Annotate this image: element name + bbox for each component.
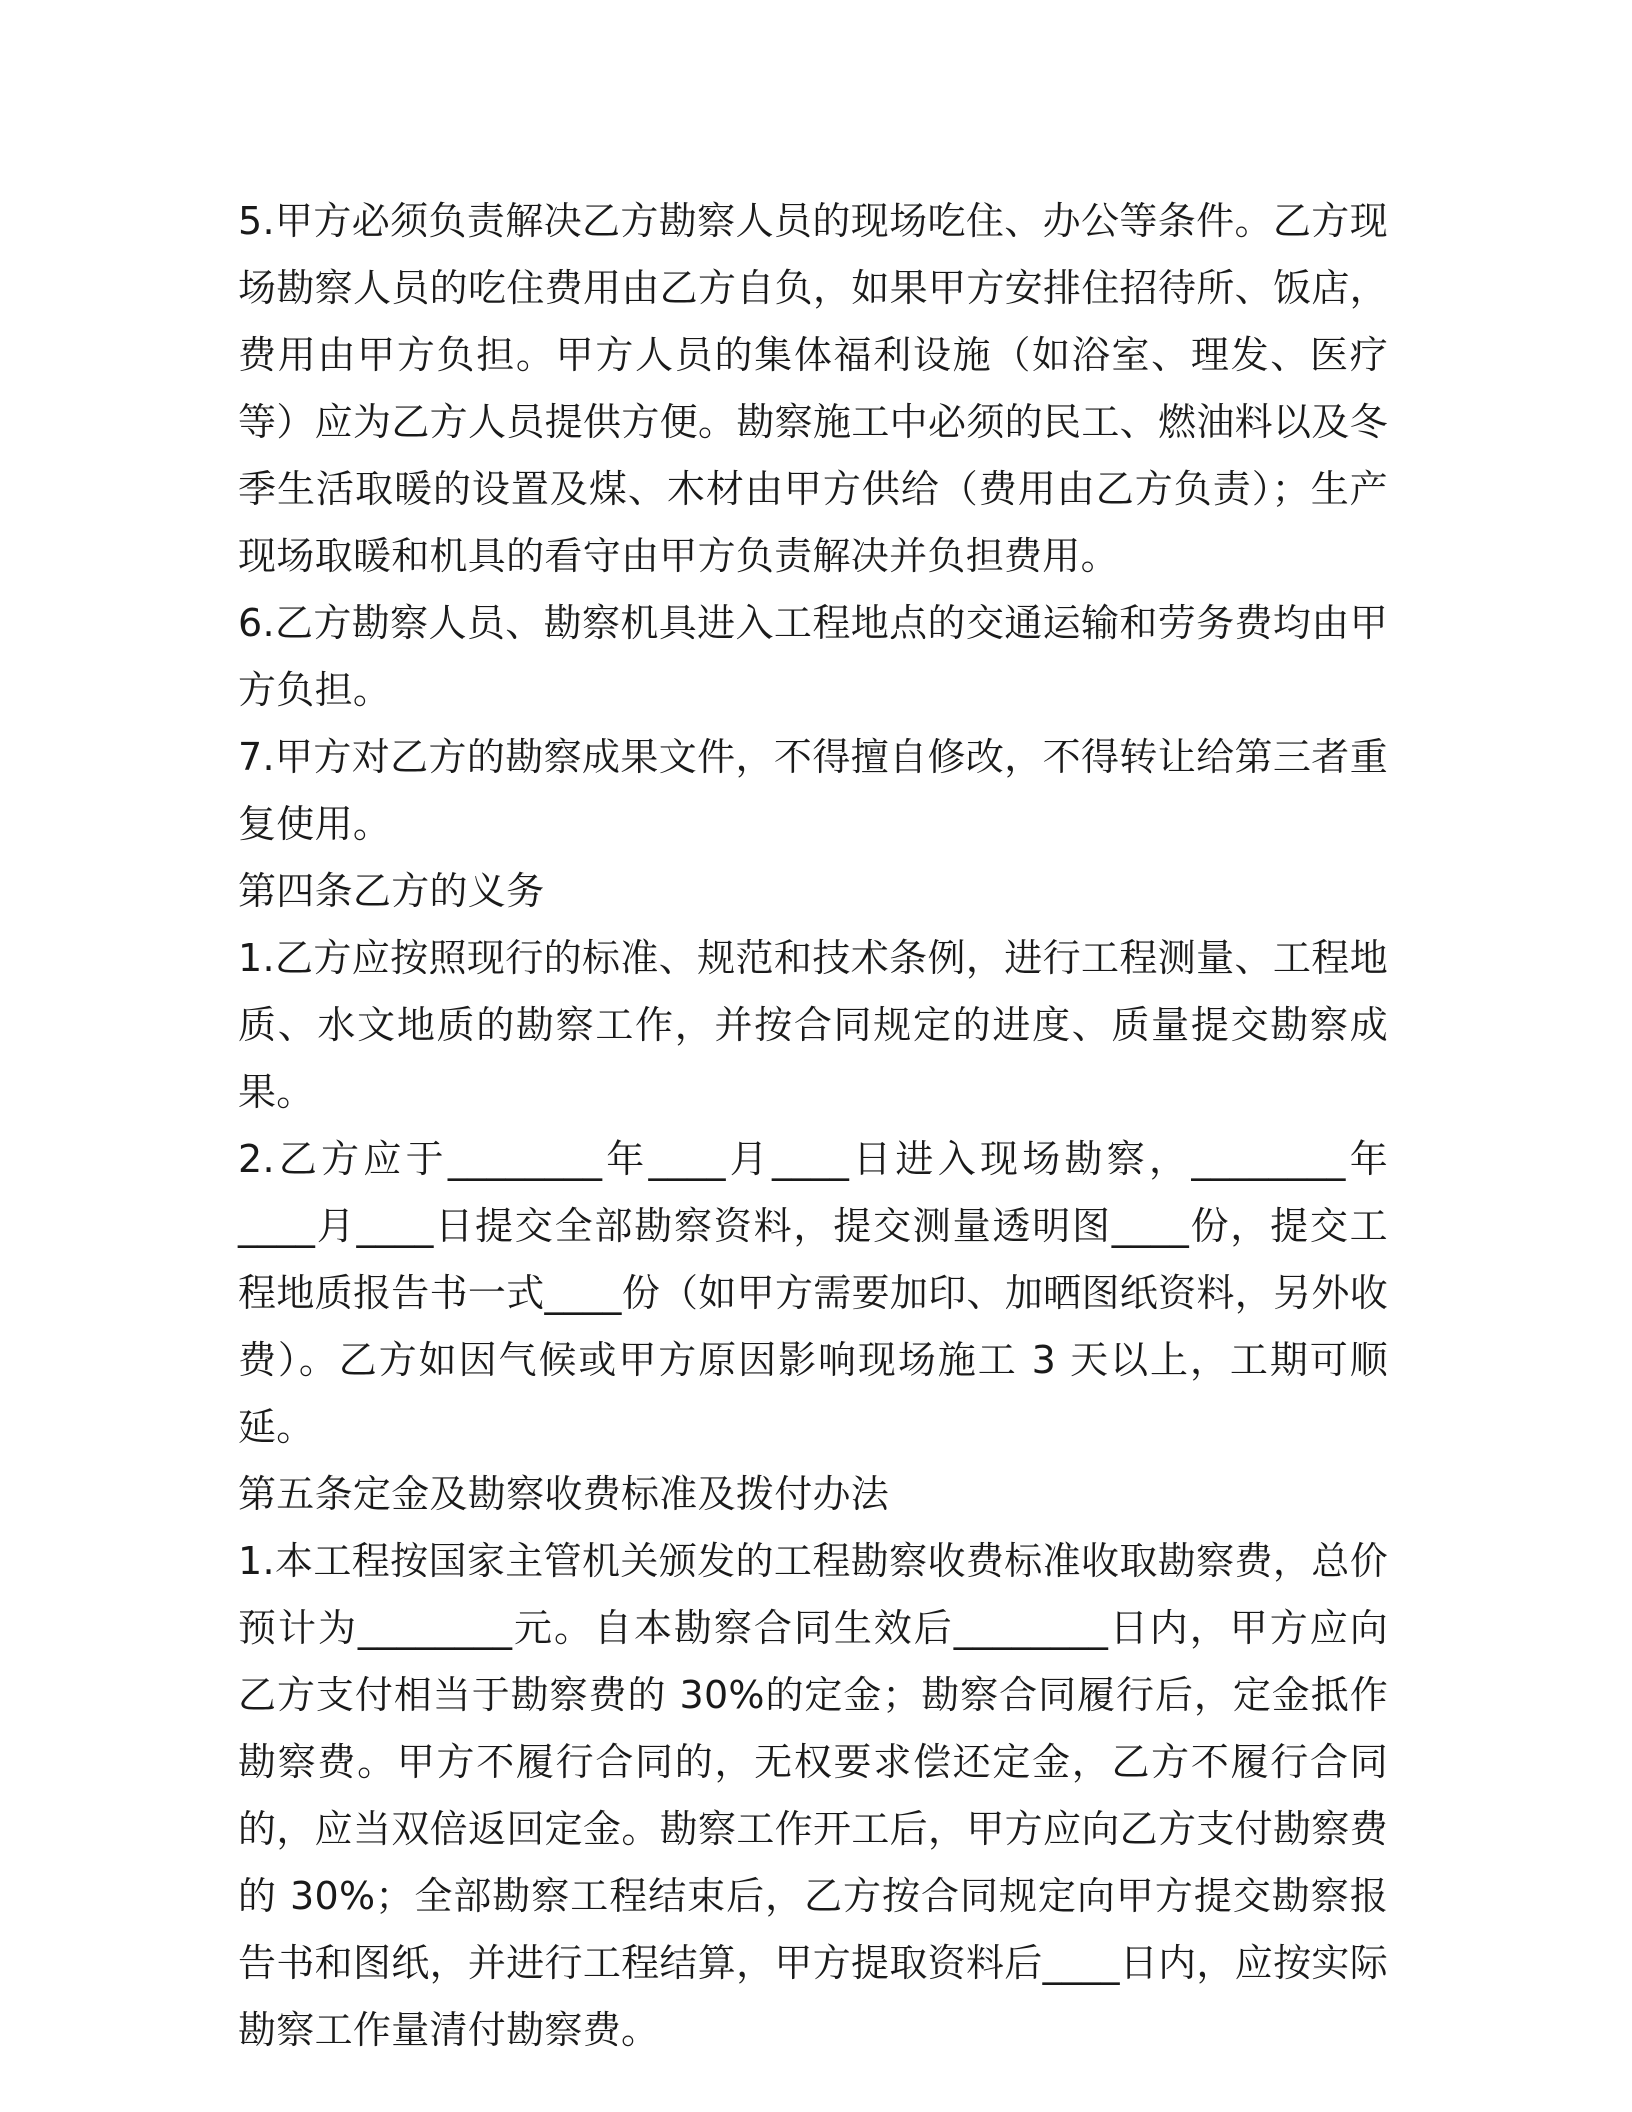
clause-3-item-7: 7.甲方对乙方的勘察成果文件，不得擅自修改，不得转让给第三者重复使用。: [238, 735, 1388, 846]
document-body: [238, 188, 1388, 2064]
clause-3-item-5: 5.甲方必须负责解决乙方勘察人员的现场吃住、办公等条件。乙方现场勘察人员的吃住费用由乙方自负，如果甲方安排住招待所、饭店，费用由甲方负担。甲方人员的集体福利设施（如浴室、理发、医疗等）应为乙方人员提供方便。勘察施工中必须的民工、燃油料以及冬季生活取暖的设置及煤、木材由甲方供给（费用由乙方负责）；生产现场取暖和机具的看守由甲方负责解决并负担费用。: [238, 199, 1388, 578]
article-4-heading: 第四条乙方的义务: [238, 869, 545, 913]
clause-3-item-6: 6.乙方勘察人员、勘察机具进入工程地点的交通运输和劳务费均由甲方负担。: [238, 601, 1388, 712]
article-4-item-2: 2.乙方应于________年____月____日进入现场勘察，________年____月____日提交全部勘察资料，提交测量透明图____份，提交工程地质报告书一式____份（如甲方需要加印、加晒图纸资料，另外收费）。乙方如因气候或甲方原因影响现场施工 3 天以上，工期可顺延。: [238, 1137, 1388, 1449]
article-5-heading: 第五条定金及勘察收费标准及拨付办法: [238, 1472, 890, 1516]
article-5-item-1: 1.本工程按国家主管机关颁发的工程勘察收费标准收取勘察费，总价预计为________元。自本勘察合同生效后________日内，甲方应向乙方支付相当于勘察费的 30%的定金；勘察合同履行后，定金抵作勘察费。甲方不履行合同的，无权要求偿还定金，乙方不履行合同的，应当双倍返回定金。勘察工作开工后，甲方应向乙方支付勘察费的 30%；全部勘察工程结束后，乙方按合同规定向甲方提交勘察报告书和图纸，并进行工程结算，甲方提取资料后____日内，应按实际勘察工作量清付勘察费。: [238, 1539, 1388, 2052]
article-4-item-1: 1.乙方应按照现行的标准、规范和技术条例，进行工程测量、工程地质、水文地质的勘察工作，并按合同规定的进度、质量提交勘察成果。: [238, 936, 1388, 1114]
